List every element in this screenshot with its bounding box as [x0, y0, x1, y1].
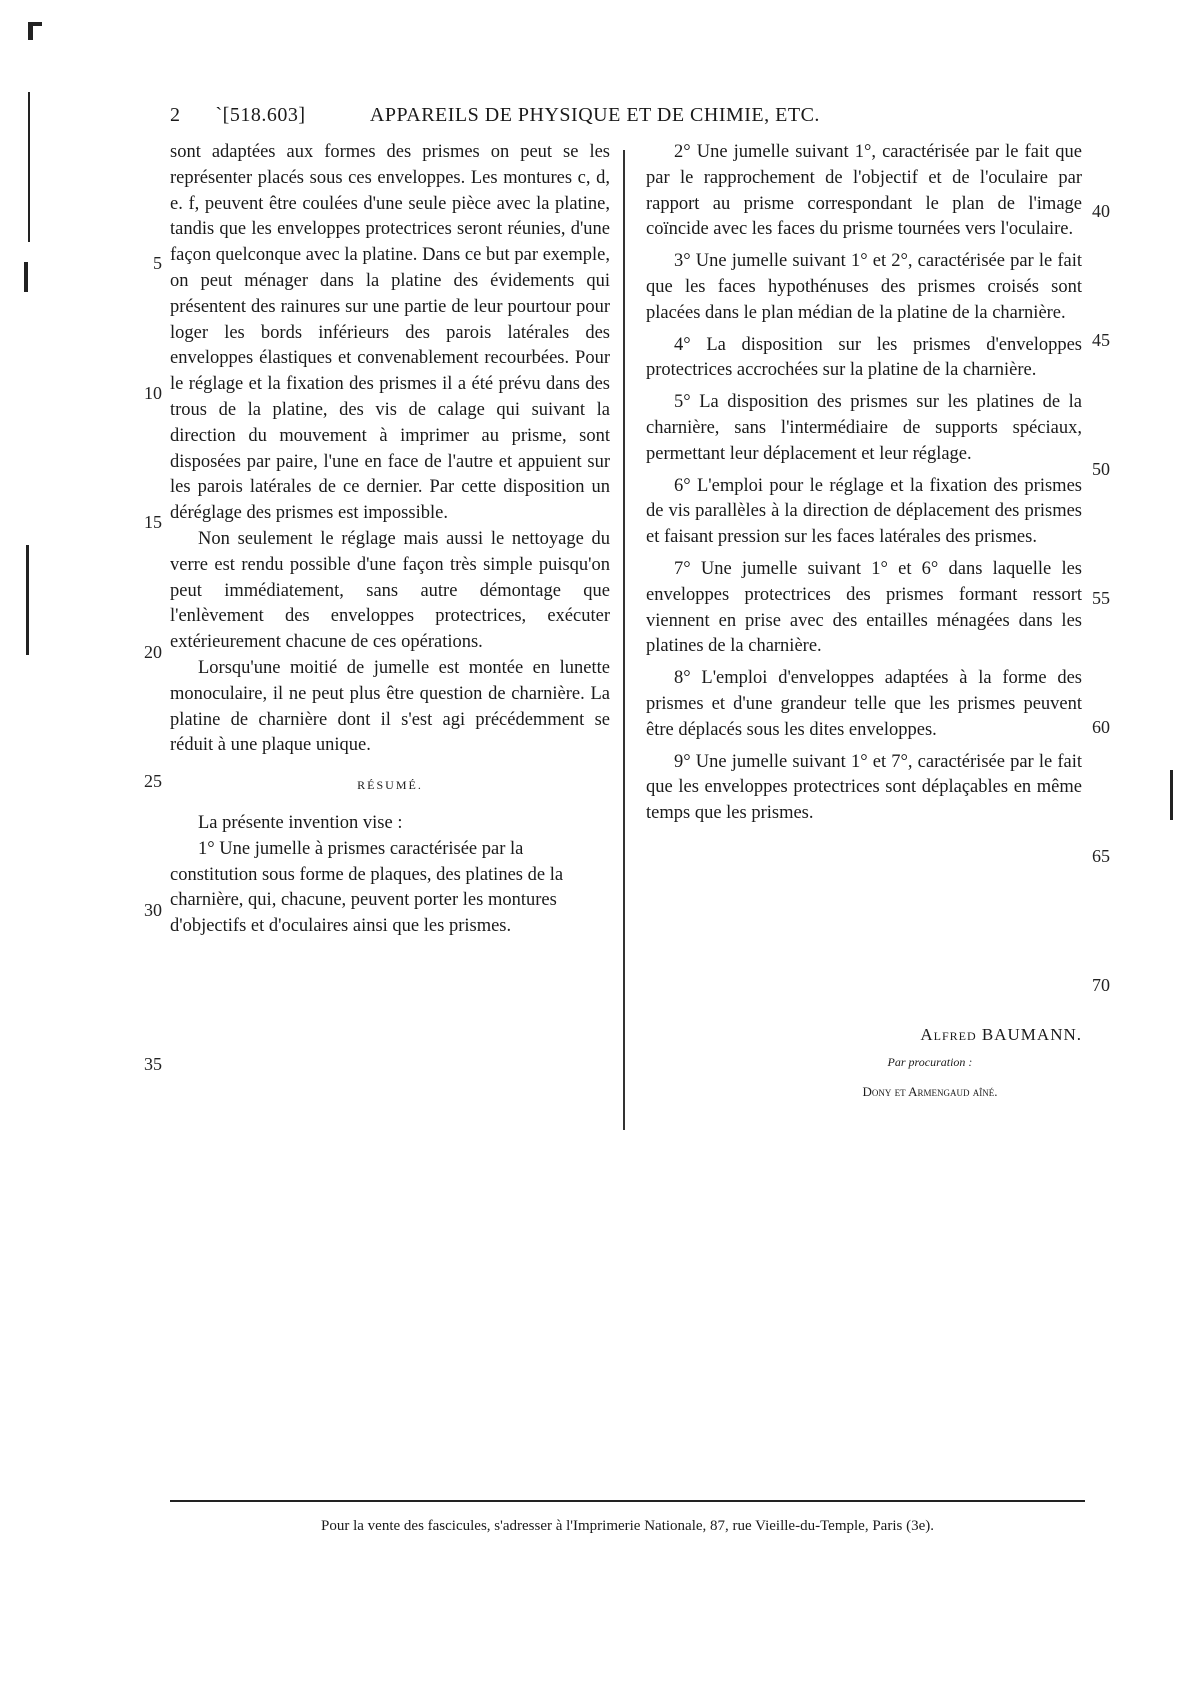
claim-item: 8° L'emploi d'enveloppes adaptées à la forme des prismes et d'une grandeur telle que les prismes peuvent être déplacés sous les dites enveloppes. [646, 668, 1082, 740]
page-title: APPAREILS DE PHYSIQUE ET DE CHIMIE, ETC. [369, 104, 820, 126]
signature-agents: Dony et Armengaud aîné. [862, 1084, 998, 1099]
line-number: 40 [1092, 201, 1110, 221]
line-number: 10 [144, 383, 162, 403]
right-column [646, 140, 1082, 827]
claim-item: 7° Une jumelle suivant 1° et 6° dans laquelle les enveloppes protectrices des prismes formant ressort viennent en prise avec des entailles ménagées dans les platines de la charnière. [646, 558, 1082, 657]
paragraph: La présente invention vise : [198, 812, 403, 833]
line-number: 30 [144, 900, 162, 920]
paragraph: Lorsqu'une moitié de jumelle est montée en lunette monoculaire, il ne peut plus être question de charnière. La platine de charnière dont il s'est agi précédemment se réduit à une plaque unique. [170, 657, 610, 756]
line-number: 15 [144, 512, 162, 532]
claim-item: 3° Une jumelle suivant 1° et 2°, caractérisée par le fait que les faces hypothénuses des prismes croisés sont placées dans le plan médian de la platine de la charnière. [646, 251, 1082, 323]
claim-item: 5° La disposition des prismes sur les platines de la charnière, sans l'intermédiaire de supports spéciaux, permettant leur déplacement et leur réglage. [646, 392, 1082, 464]
line-number: 45 [1092, 330, 1110, 350]
scan-mark [26, 545, 29, 655]
line-number: 35 [144, 1054, 162, 1074]
claim-item: 6° L'emploi pour le réglage et la fixation des prismes de vis parallèles à la direction de déplacement des prismes et faisant pression sur les faces latérales des prismes. [646, 475, 1082, 548]
claim-item: 4° La disposition sur les prismes d'enveloppes protectrices accrochées sur la platine de la charnière. [646, 334, 1082, 381]
signature-name [646, 1025, 1082, 1045]
scan-mark [24, 262, 28, 292]
signature-first-name: Alfred [920, 1025, 977, 1044]
signature-procuration: Par procuration : [887, 1055, 973, 1069]
line-number: 50 [1092, 459, 1110, 479]
section-title: RÉSUMÉ. [357, 778, 423, 793]
paragraph: sont adaptées aux formes des prismes on peut se les représenter placés sous ces enveloppes. Les montures c, d, e. f, peuvent être coulées d'une seule pièce avec la platine, tandis que les enveloppes protectrices seront réunies, d'une façon quelconque avec la platine. Dans ce but par exemple, on peut ménager dans la platine des évidements qui présentent des rainures sur une partie de leur pourtour pour loger les bords inférieurs des parois latérales des enveloppes élastiques et convenablement recourbées. Pour le réglage et la fixation des prismes il a été prévu dans des trous de la platine, des vis de calage qui suivant la direction du mouvement à imprimer au prisme, sont disposées par paire, l'une en face de l'autre et appuient sur les parois latérales de ce dernier. Par cette disposition un déréglage des prismes est impossible. [170, 142, 610, 524]
signature-last-name: BAUMANN. [981, 1025, 1082, 1044]
line-number: 65 [1092, 846, 1110, 866]
page-header [170, 104, 910, 127]
patent-reference: `[518.603] [215, 104, 306, 126]
claim-item: 9° Une jumelle suivant 1° et 7°, caractérisée par le fait que les enveloppes protectrices sont déplaçables en même temps que les prismes. [646, 751, 1082, 824]
scan-mark [1170, 770, 1173, 820]
footer-text: Pour la vente des fascicules, s'adresser à l'Imprimerie Nationale, 87, rue Vieille-du-Temple, Paris (3e). [321, 1518, 934, 1534]
footer-rule [170, 1500, 1085, 1502]
claim-item: 1° Une jumelle à prismes caractérisée par la constitution sous forme de plaques, des platines de la charnière, qui, chacune, peuvent porter les montures d'objectifs et d'oculaires ainsi que les prismes. [170, 838, 564, 937]
scan-mark [28, 92, 30, 242]
line-number: 55 [1092, 588, 1110, 608]
line-number: 25 [144, 771, 162, 791]
left-column [170, 140, 610, 940]
line-number: 20 [144, 642, 162, 662]
line-number: 60 [1092, 717, 1110, 737]
line-number: 5 [153, 253, 162, 273]
claim-item: 2° Une jumelle suivant 1°, caractérisée par le fait que par le rapprochement de l'objectif et de l'oculaire par rapport au prisme correspondant le plan de l'image coïncide avec les faces du prisme tournées vers l'oculaire. [646, 142, 1082, 240]
line-number: 70 [1092, 975, 1110, 995]
scan-mark [28, 22, 42, 26]
paragraph: Non seulement le réglage mais aussi le nettoyage du verre est rendu possible d'une façon très simple puisqu'on peut immédiatement, sans autre démontage que l'enlèvement des enveloppes protectrices, exécuter extérieurement chacune de ces opérations. [170, 528, 610, 653]
column-divider [623, 150, 625, 1130]
page-number: 2 [170, 104, 181, 126]
